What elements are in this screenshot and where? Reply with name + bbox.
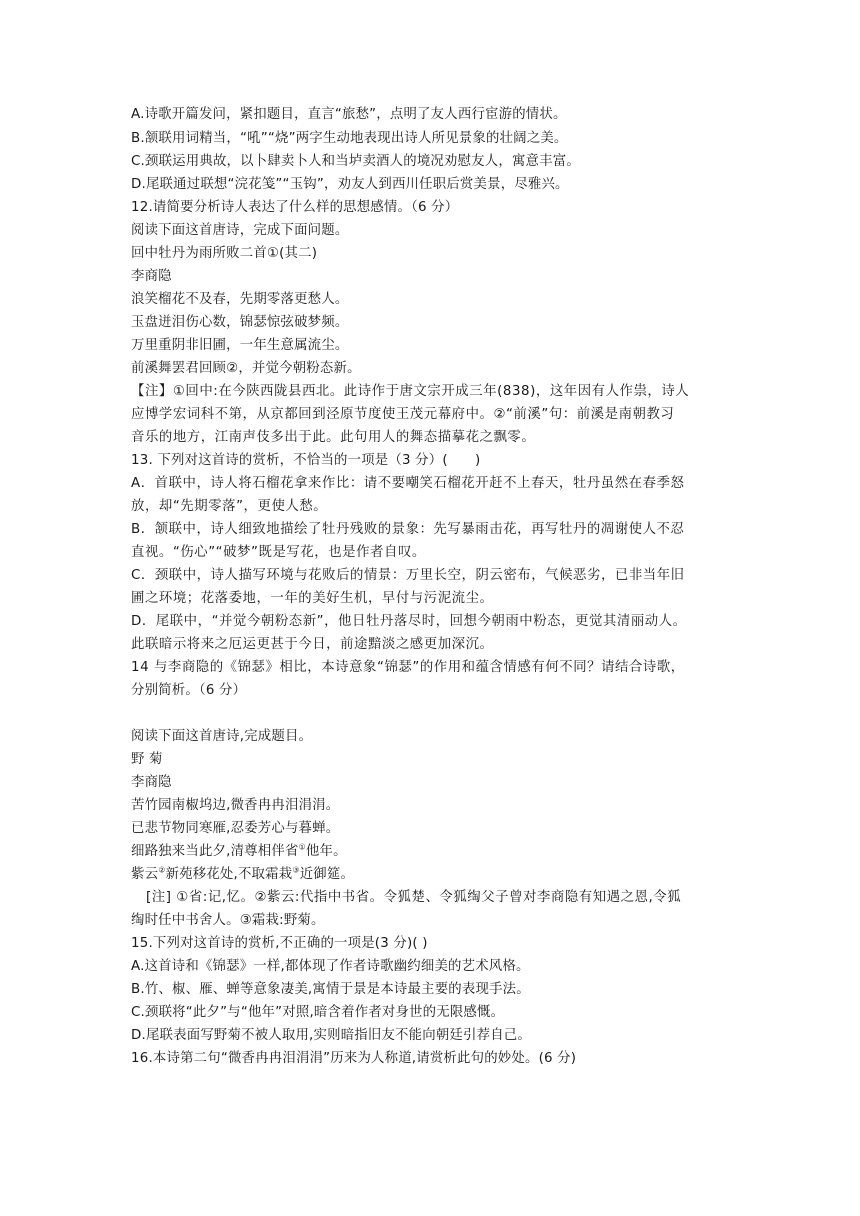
q15-option-c: C.颈联将“此夕”与“他年”对照,暗含着作者对身世的无限感慨。 (131, 1005, 505, 1020)
poem1-intro: 阅读下面这首唐诗，完成下面问题。 (131, 223, 349, 238)
q14-line-2: 分别简析。（6 分） (131, 683, 247, 698)
poem2-line-3 (131, 843, 731, 861)
q13-option-a-line-2: 放，却“先期零落”，更使人愁。 (131, 499, 328, 514)
q13-stem: 13. 下列对这首诗的赏析，不恰当的一项是（3 分）( ) (131, 453, 481, 468)
footnote-mark: ③ (292, 865, 300, 875)
q16-question: 16.本诗第二句“微香冉冉泪涓涓”历来为人称道,请赏析此句的妙处。(6 分) (131, 1051, 577, 1066)
q15-option-d: D.尾联表面写野菊不被人取用,实则暗指旧友不能向朝廷引荐自己。 (131, 1028, 531, 1043)
poem2-line-1: 苦竹园南椒坞边,微香冉冉泪涓涓。 (131, 798, 340, 813)
poem1-note-line-2: 应博学宏词科不第，从京都回到泾原节度使王茂元幕府中。②“前溪”句：前溪是南朝教习 (131, 407, 675, 422)
q13-option-d-line-2: 此联暗示将来之厄运更甚于今日，前途黯淡之感更加深沉。 (131, 637, 494, 652)
poem1-line-4: 前溪舞罢君回顾②，并觉今朝粉态新。 (131, 361, 361, 376)
q12-question: 12.请简要分析诗人表达了什么样的思想感情。（6 分） (131, 200, 459, 215)
q13-option-b-line-1: B．颔联中，诗人细致地描绘了牡丹残败的景象：先写暴雨击花，再写牡丹的凋谢使人不忍 (131, 522, 685, 537)
q15-option-a: A.这首诗和《锦瑟》一样,都体现了作者诗歌幽约细美的艺术风格。 (131, 959, 530, 974)
poem1-author: 李商隐 (131, 269, 172, 284)
poem2-line-3-text-a: 细路独来当此夕,清尊相伴省 (131, 844, 299, 859)
footnote-mark: ① (298, 842, 306, 852)
q15-stem: 15.下列对这首诗的赏析,不正确的一项是(3 分)( ) (131, 936, 428, 951)
q11-option-b: B.颔联用词精当，“吼”“烧”两字生动地表现出诗人所见景象的壮阔之美。 (131, 131, 568, 146)
poem1-note-line-1: 【注】①回中:在今陕西陇县西北。此诗作于唐文宗开成三年(838)，这年因有人作祟，诗人 (131, 384, 690, 399)
q15-option-b: B.竹、椒、雁、蝉等意象凄美,寓情于景是本诗最主要的表现手法。 (131, 982, 530, 997)
poem2-line-3-text-b: 他年。 (305, 844, 347, 859)
poem1-line-1: 浪笑榴花不及春，先期零落更愁人。 (131, 292, 349, 307)
poem2-line-4-text-a: 紫云 (131, 867, 159, 882)
q11-option-d: D.尾联通过联想“浣花笺”“玉钩”，劝友人到西川任职后赏美景，尽雅兴。 (131, 177, 569, 192)
poem2-line-4 (131, 866, 731, 884)
poem1-line-3: 万里重阴非旧圃，一年生意属流尘。 (131, 338, 349, 353)
poem1-title: 回中牡丹为雨所败二首①(其二) (131, 246, 318, 261)
q14-line-1: 14 与李商隐的《锦瑟》相比，本诗意象“锦瑟”的作用和蕴含情感有何不同？请结合诗歌， (131, 660, 685, 675)
poem2-line-4-text-c: 近御筵。 (299, 867, 355, 882)
poem2-note-line-2: 绹时任中书舍人。③霜栽:野菊。 (131, 913, 325, 928)
q13-option-c-line-1: C．颈联中，诗人描写环境与花败后的情景：万里长空，阴云密布，气候恶劣，已非当年旧 (131, 568, 685, 583)
q11-option-c: C.颈联运用典故，以卜肆卖卜人和当垆卖酒人的境况劝慰友人，寓意丰富。 (131, 154, 580, 169)
poem1-line-2: 玉盘迸泪伤心数，锦瑟惊弦破梦频。 (131, 315, 349, 330)
poem2-title: 野 菊 (131, 752, 163, 767)
q13-option-c-line-2: 圃之环境；花落委地，一年的美好生机，早付与污泥流尘。 (131, 591, 494, 606)
q11-option-a: A.诗歌开篇发问，紧扣题目，直言“旅愁”，点明了友人西行宦游的情状。 (131, 107, 567, 122)
poem2-intro: 阅读下面这首唐诗,完成题目。 (131, 729, 313, 744)
poem2-note-line-1: [注] ①省:记,忆。②紫云:代指中书省。令狐楚、令狐绹父子曾对李商隐有知遇之恩,令狐 (146, 890, 682, 905)
footnote-mark: ② (158, 865, 166, 875)
q13-option-b-line-2: 直视。“伤心”“破梦”既是写花，也是作者自叹。 (131, 545, 426, 560)
poem2-line-4-text-b: 新苑移花处,不取霜栽 (165, 867, 293, 882)
poem1-note-line-3: 音乐的地方，江南声伎多出于此。此句用人的舞态描摹花之飘零。 (131, 430, 536, 445)
q13-option-d-line-1: D．尾联中，“并觉今朝粉态新”，他日牡丹落尽时，回想今朝雨中粉态，更觉其清丽动人。 (131, 614, 687, 629)
q13-option-a-line-1: A．首联中，诗人将石榴花拿来作比：请不要嘲笑石榴花开赶不上春天，牡丹虽然在春季怒 (131, 476, 685, 491)
poem2-line-2: 已悲节物同寒雁,忍委芳心与暮蝉。 (131, 821, 340, 836)
poem2-author: 李商隐 (131, 775, 172, 790)
